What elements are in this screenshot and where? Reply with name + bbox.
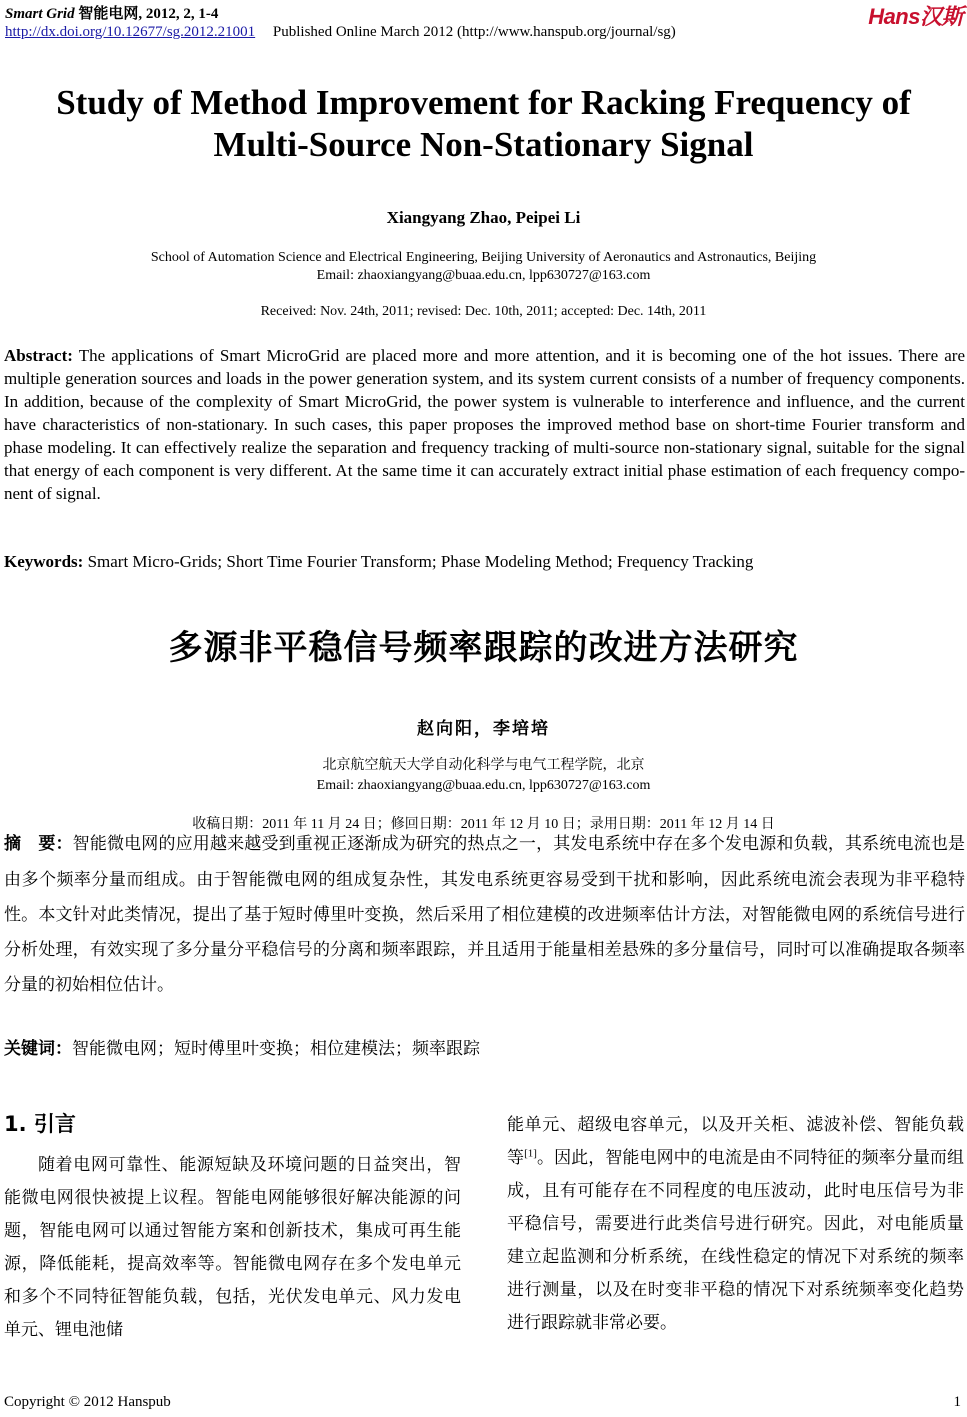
authors-en: Xiangyang Zhao, Peipei Li	[386, 208, 581, 227]
affiliation-text-en: School of Automation Science and Electrical Engineering, Beijing University of Aeronautics and Astronautics, Beijing	[150, 250, 817, 265]
affiliation-en	[0, 249, 967, 285]
keywords-label-en: Keywords:	[4, 552, 84, 571]
journal-name-cn: 智能电网	[78, 6, 139, 22]
affiliation-cn	[0, 756, 967, 796]
right-text-2: 。因此，智能电网中的电流是由不同特征的频率分量而组成，且有可能存在不同程度的电压波动，此时电压信号为非平稳信号，需要进行此类信号进行研究。因此，对电能质量建立起监测和分析系统，在线性稳定的情况下对系统的频率进行测量，以及在时变非平稳的情况下对系统频率变化趋势进行跟踪就非常必要。	[507, 1148, 965, 1332]
keywords-text-cn: 智能微电网；短时傅里叶变换；相位建模法；频率跟踪	[72, 1039, 480, 1058]
dates-cn: 收稿日期：2011 年 11 月 24 日；修回日期：2011 年 12 月 10 日；录用日期：2011 年 12 月 14 日	[192, 817, 775, 832]
body-left-column	[4, 1108, 461, 1346]
intro-paragraph-right	[507, 1108, 964, 1339]
journal-header	[5, 2, 218, 23]
abstract-cn	[4, 826, 965, 1002]
body-right-column	[507, 1108, 964, 1339]
right-text-1: 能单元、超级电容单元，以及开关柜、滤波补偿、智能负载等	[507, 1115, 964, 1167]
abstract-label-en: Abstract:	[4, 346, 73, 365]
intro-paragraph-left: 随着电网可靠性、能源短缺及环境问题的日益突出，智能微电网很快被提上议程。智能电网能够很好解决能源的问题，智能电网可以通过智能方案和创新技术，集成可再生能源，降低能耗，提高效率等。智能微电网存在多个发电单元和多个不同特征智能负载，包括，光伏发电单元、风力发电单元、锂电池储	[4, 1155, 461, 1339]
doi-line	[5, 24, 676, 41]
keywords-cn	[4, 1031, 965, 1067]
published-info: Published Online March 2012 (http://www.hanspub.org/journal/sg)	[272, 24, 676, 40]
section-heading: 1. 引言	[4, 1112, 76, 1136]
keywords-text-en: Smart Micro-Grids; Short Time Fourier Transform; Phase Modeling Method; Frequency Tracking	[87, 552, 754, 571]
keywords-label-cn: 关键词：	[4, 1039, 72, 1059]
volume-info: , 2012, 2, 1-4	[138, 6, 219, 22]
journal-name: Smart Grid	[5, 6, 75, 22]
abstract-text-cn: 智能微电网的应用越来越受到重视正逐渐成为研究的热点之一，其发电系统中存在多个发电源和负载，其系统电流也是由多个频率分量而组成。由于智能微电网的组成复杂性，其发电系统更容易受到干扰和影响，因此系统电流会表现为非平稳特性。本文针对此类情况，提出了基于短时傅里叶变换，然后采用了相位建模的改进频率估计方法，对智能微电网的系统信号进行分析处理，有效实现了多分量分平稳信号的分离和频率跟踪，并且适用于能量相差悬殊的多分量信号，同时可以准确提取各频率分量的初始相位估计。	[4, 834, 965, 994]
doi-link[interactable]: http://dx.doi.org/10.12677/sg.2012.21001	[5, 24, 256, 40]
paper-title-en: Study of Method Improvement for Racking Frequency of Multi-Source Non-Stationary Signal	[56, 83, 911, 164]
page-number: 1	[953, 1394, 961, 1410]
email-cn: Email: zhaoxiangyang@buaa.edu.cn, lpp630727@163.com	[316, 778, 651, 793]
copyright: Copyright © 2012 Hanspub	[4, 1394, 171, 1410]
dates-en: Received: Nov. 24th, 2011; revised: Dec. 10th, 2011; accepted: Dec. 14th, 2011	[260, 304, 707, 319]
email-en: Email: zhaoxiangyang@buaa.edu.cn, lpp630727@163.com	[316, 268, 651, 283]
citation-ref[interactable]: [1]	[524, 1147, 537, 1160]
abstract-en	[4, 344, 965, 505]
keywords-en	[4, 550, 965, 573]
affiliation-text-cn: 北京航空航天大学自动化科学与电气工程学院，北京	[322, 758, 645, 773]
publisher-logo: Hans汉斯	[868, 4, 963, 29]
paper-title-cn: 多源非平稳信号频率跟踪的改进方法研究	[168, 628, 799, 668]
abstract-text-en: The applications of Smart MicroGrid are placed more and more attention, and it is becoming one of the hot issues. There are multiple generation sources and loads in the power generation system, and its system current consists of a number of frequency components. In addition, because of the complexity of Smart MicroGrid, the power system is vulnerable to interference and influence, and the current have characteristics of non-stationary. In such cases, this paper proposes the improved method base on short-time Fourier transform and phase modeling. It can effectively realize the separation and frequency tracking of multi-source non-stationary signal, suitable for the signal that energy of each component is very different. At the same time it can accurately extract initial phase estimation of each frequency compo-nent of signal.	[4, 346, 965, 503]
authors-cn: 赵向阳，李培培	[417, 719, 550, 738]
abstract-label-cn: 摘 要：	[4, 834, 73, 854]
